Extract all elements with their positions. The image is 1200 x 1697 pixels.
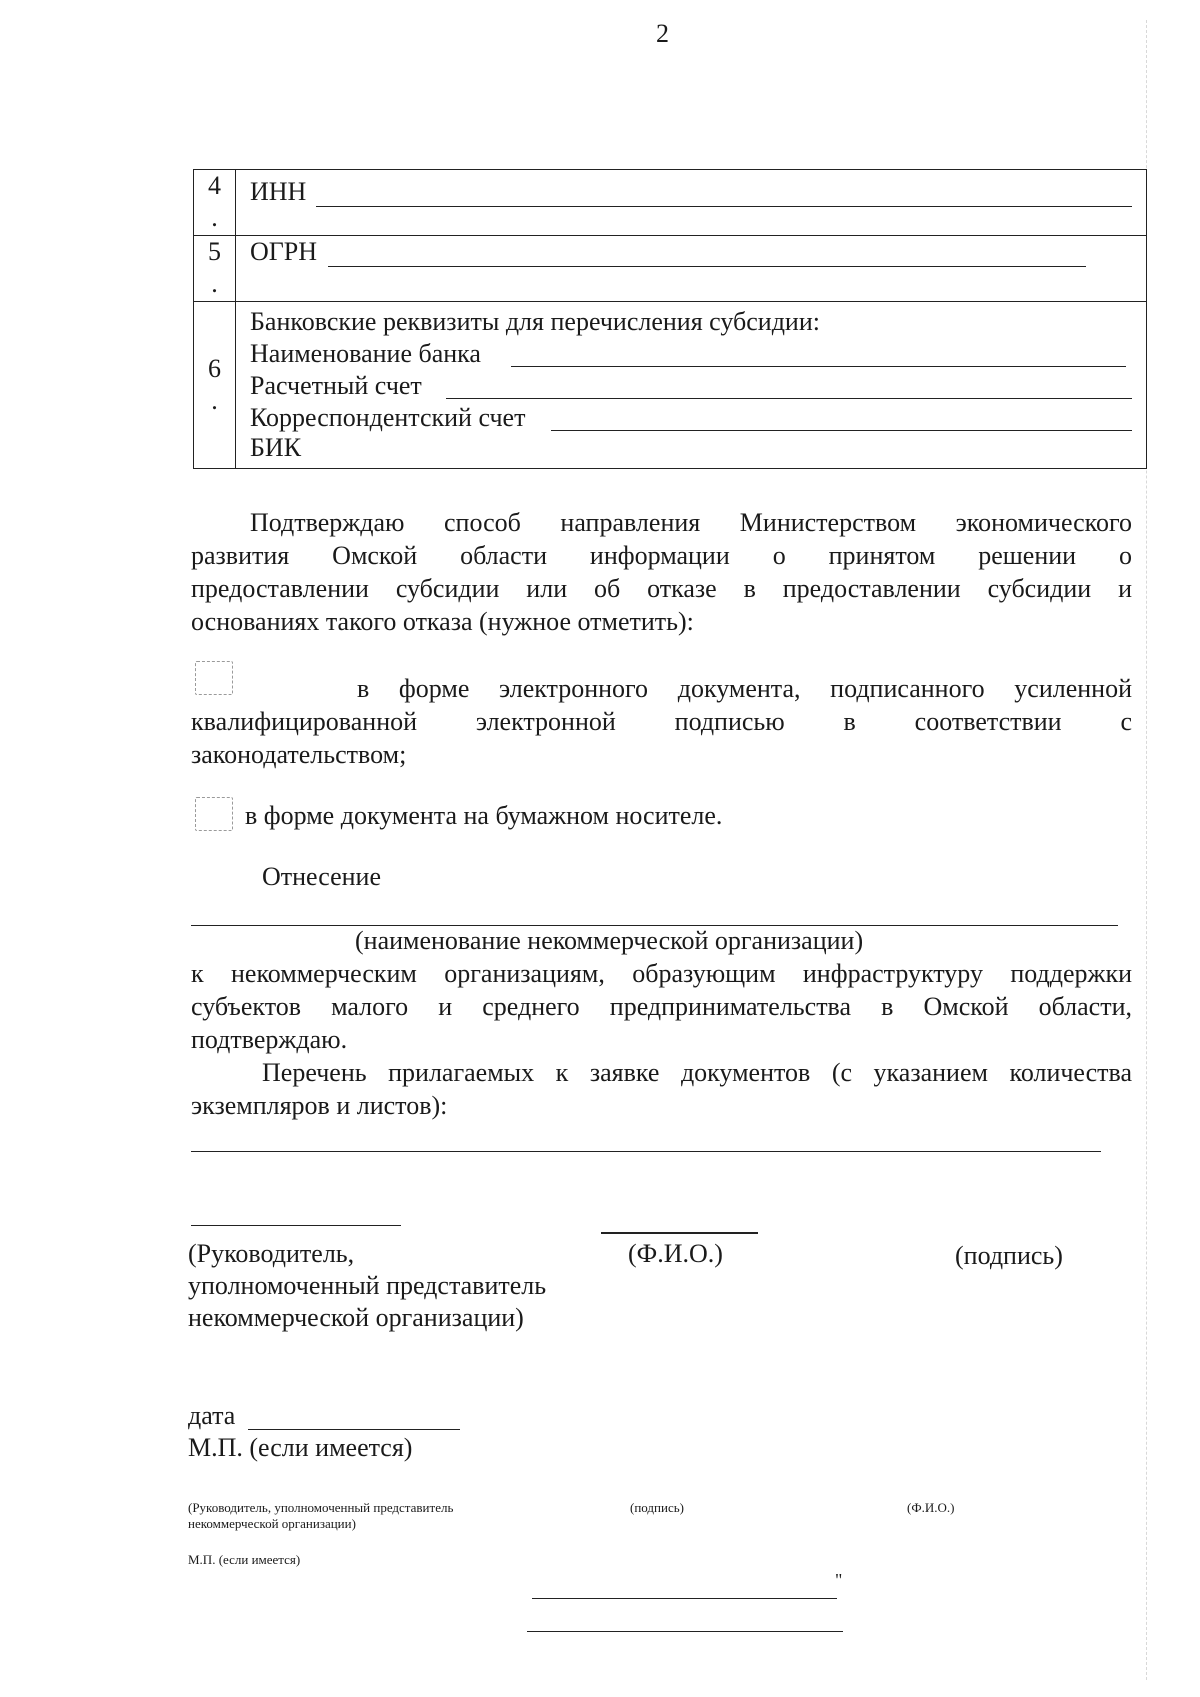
bank-cell (236, 302, 1147, 469)
attribution-line-2: субъектов малого и среднего предпринимательства в Омской области, (191, 992, 1132, 1021)
head-line-1: (Руководитель, (188, 1239, 355, 1268)
table-row (194, 236, 1147, 302)
small-head-line-1: (Руководитель, уполномоченный представитель (188, 1500, 454, 1515)
small-line-1 (532, 1598, 837, 1599)
quote-mark: " (835, 1570, 843, 1590)
fio-sign-line (601, 1232, 758, 1234)
small-sign-label: (подпись) (630, 1500, 684, 1515)
sign-label: (подпись) (955, 1241, 1063, 1270)
electronic-line-2: квалифицированной электронной подписью в соответствии с (191, 707, 1132, 736)
documents-line-1: Перечень прилагаемых к заявке документов (с указанием количества (262, 1058, 1132, 1087)
bank-name-label: Наименование банка (250, 339, 481, 368)
bik-label: БИК (250, 433, 302, 462)
row-number (194, 236, 236, 302)
electronic-checkbox[interactable] (195, 661, 233, 695)
electronic-line-1: в форме электронного документа, подписанного усиленной (357, 674, 1132, 703)
row-num: 5 (208, 237, 221, 266)
account-fill-line (446, 398, 1132, 399)
bank-heading: Банковские реквизиты для перечисления субсидии: (250, 307, 820, 336)
stamp-label: М.П. (если имеется) (188, 1433, 413, 1462)
fio-label: (Ф.И.О.) (628, 1239, 723, 1268)
small-fio-label: (Ф.И.О.) (907, 1500, 955, 1515)
confirm-line-4: основаниях такого отказа (нужное отметить): (191, 607, 694, 636)
attribution-line-3: подтверждаю. (191, 1025, 348, 1054)
row-number (194, 170, 236, 236)
date-fill-line (248, 1429, 460, 1430)
row-num: 6 (208, 354, 221, 383)
small-head-line-2: некоммерческой организации) (188, 1516, 356, 1531)
row-number (194, 302, 236, 469)
requisites-table (193, 169, 1147, 469)
corr-account-fill-line (551, 430, 1132, 431)
ogrn-cell (236, 236, 1147, 302)
corr-account-label: Корреспондентский счет (250, 403, 526, 432)
ogrn-label: ОГРН (250, 237, 318, 266)
ogrn-fill-line (328, 266, 1086, 267)
small-stamp-label: М.П. (если имеется) (188, 1552, 301, 1567)
paper-checkbox[interactable] (195, 797, 233, 831)
confirm-line-3: предоставлении субсидии или об отказе в предоставлении субсидии и (191, 574, 1132, 603)
inn-cell (236, 170, 1147, 236)
small-line-2 (527, 1631, 843, 1632)
electronic-line-3: законодательством; (191, 740, 407, 769)
organization-name-caption: (наименование некоммерческой организации) (355, 926, 864, 955)
row-dot: . (211, 269, 218, 298)
paper-option-text: в форме документа на бумажном носителе. (245, 801, 723, 830)
inn-fill-line (316, 206, 1132, 207)
head-sign-line (191, 1225, 401, 1226)
page-number: 2 (656, 19, 669, 48)
head-line-2: уполномоченный представитель (188, 1271, 547, 1300)
row-dot: . (211, 203, 218, 232)
bank-name-fill-line (511, 366, 1126, 367)
account-label: Расчетный счет (250, 371, 422, 400)
date-label: дата (188, 1401, 236, 1430)
confirm-line-1: Подтверждаю способ направления Министерством экономического (250, 508, 1132, 537)
documents-fill-line (191, 1151, 1101, 1152)
head-line-3: некоммерческой организации) (188, 1303, 524, 1332)
row-dot: . (211, 386, 218, 415)
inn-label: ИНН (250, 177, 307, 206)
attribution-heading: Отнесение (262, 862, 382, 891)
table-row (194, 170, 1147, 236)
table-row (194, 302, 1147, 469)
row-num: 4 (208, 171, 221, 200)
documents-line-2: экземпляров и листов): (191, 1091, 448, 1120)
confirm-line-2: развития Омской области информации о принятом решении о (191, 541, 1132, 570)
attribution-line-1: к некоммерческим организациям, образующим инфраструктуру поддержки (191, 959, 1132, 988)
